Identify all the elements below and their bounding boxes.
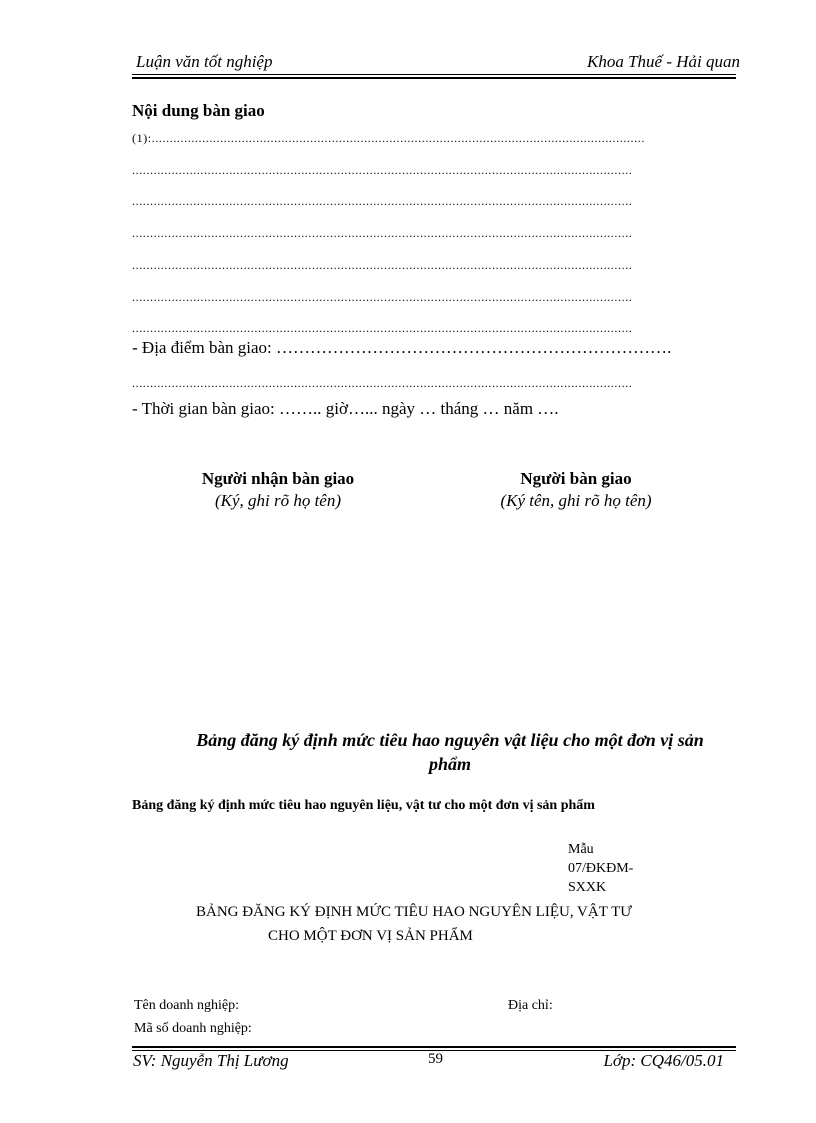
registration-subheading: Bảng đăng ký định mức tiêu hao nguyên liệu, vật tư cho một đơn vị sản phẩm — [132, 798, 595, 813]
handover-time-field: - Thời gian bàn giao: …….. giờ…... ngày … tháng … năm …. — [132, 399, 559, 418]
receiver-instruction: (Ký, ghi rõ họ tên) — [214, 491, 342, 510]
form-caps-title-line1: BẢNG ĐĂNG KÝ ĐỊNH MỨC TIÊU HAO NGUYÊN LIỆU, VẬT TƯ — [196, 904, 632, 920]
address-label: Địa chỉ: — [508, 998, 553, 1013]
handover-dotted-line: ........................................................................................................................................... — [132, 163, 633, 177]
handover-dotted-line: ........................................................................................................................................... — [132, 258, 633, 272]
company-code-label: Mã số doanh nghiệp: — [134, 1021, 252, 1036]
handover-dotted-line: ........................................................................................................................................... — [132, 194, 633, 208]
footer-student-name: SV: Nguyễn Thị Lương — [133, 1051, 289, 1070]
registration-heading — [170, 728, 730, 776]
handover-section-title: Nội dung bàn giao — [132, 101, 265, 120]
handover-dotted-line: ........................................................................................................................................... — [132, 321, 633, 335]
registration-heading-line1: Bảng đăng ký định mức tiêu hao nguyên vật liệu cho một đơn vị sản — [196, 730, 704, 750]
page-number: 59 — [428, 1051, 443, 1067]
footer-class-code: Lớp: CQ46/05.01 — [603, 1051, 724, 1070]
receiver-title: Người nhận bàn giao — [201, 469, 355, 488]
footer-rule-top — [132, 1046, 736, 1048]
header-thesis-title: Luận văn tốt nghiệp — [136, 52, 273, 71]
handover-dotted-line: ........................................................................................................................................... — [132, 226, 633, 240]
form-code-line2: 07/ĐKĐM- — [568, 861, 634, 876]
company-name-label: Tên doanh nghiệp: — [134, 998, 239, 1013]
header-rule-top — [132, 74, 736, 75]
registration-heading-line2: phẩm — [428, 754, 471, 774]
handover-dotted-line-first: (1):......................................................................................................................................... — [132, 131, 645, 145]
receiver-signature-block — [158, 468, 398, 512]
form-code — [568, 840, 668, 897]
header-rule-bottom — [132, 77, 736, 79]
form-caps-title-line2: CHO MỘT ĐƠN VỊ SẢN PHẨM — [268, 928, 473, 944]
form-code-line3: SXXK — [568, 880, 607, 895]
handover-dotted-line: ........................................................................................................................................... — [132, 290, 633, 304]
giver-signature-block — [456, 468, 696, 512]
form-code-line1: Mẫu — [568, 842, 594, 857]
header-faculty: Khoa Thuế - Hải quan — [587, 52, 740, 71]
giver-instruction: (Ký tên, ghi rõ họ tên) — [500, 491, 652, 510]
handover-dotted-line: ........................................................................................................................................... — [132, 376, 633, 390]
handover-location-field: - Địa điểm bàn giao: ……………………………………………………………. — [132, 338, 672, 357]
giver-title: Người bàn giao — [520, 469, 632, 488]
